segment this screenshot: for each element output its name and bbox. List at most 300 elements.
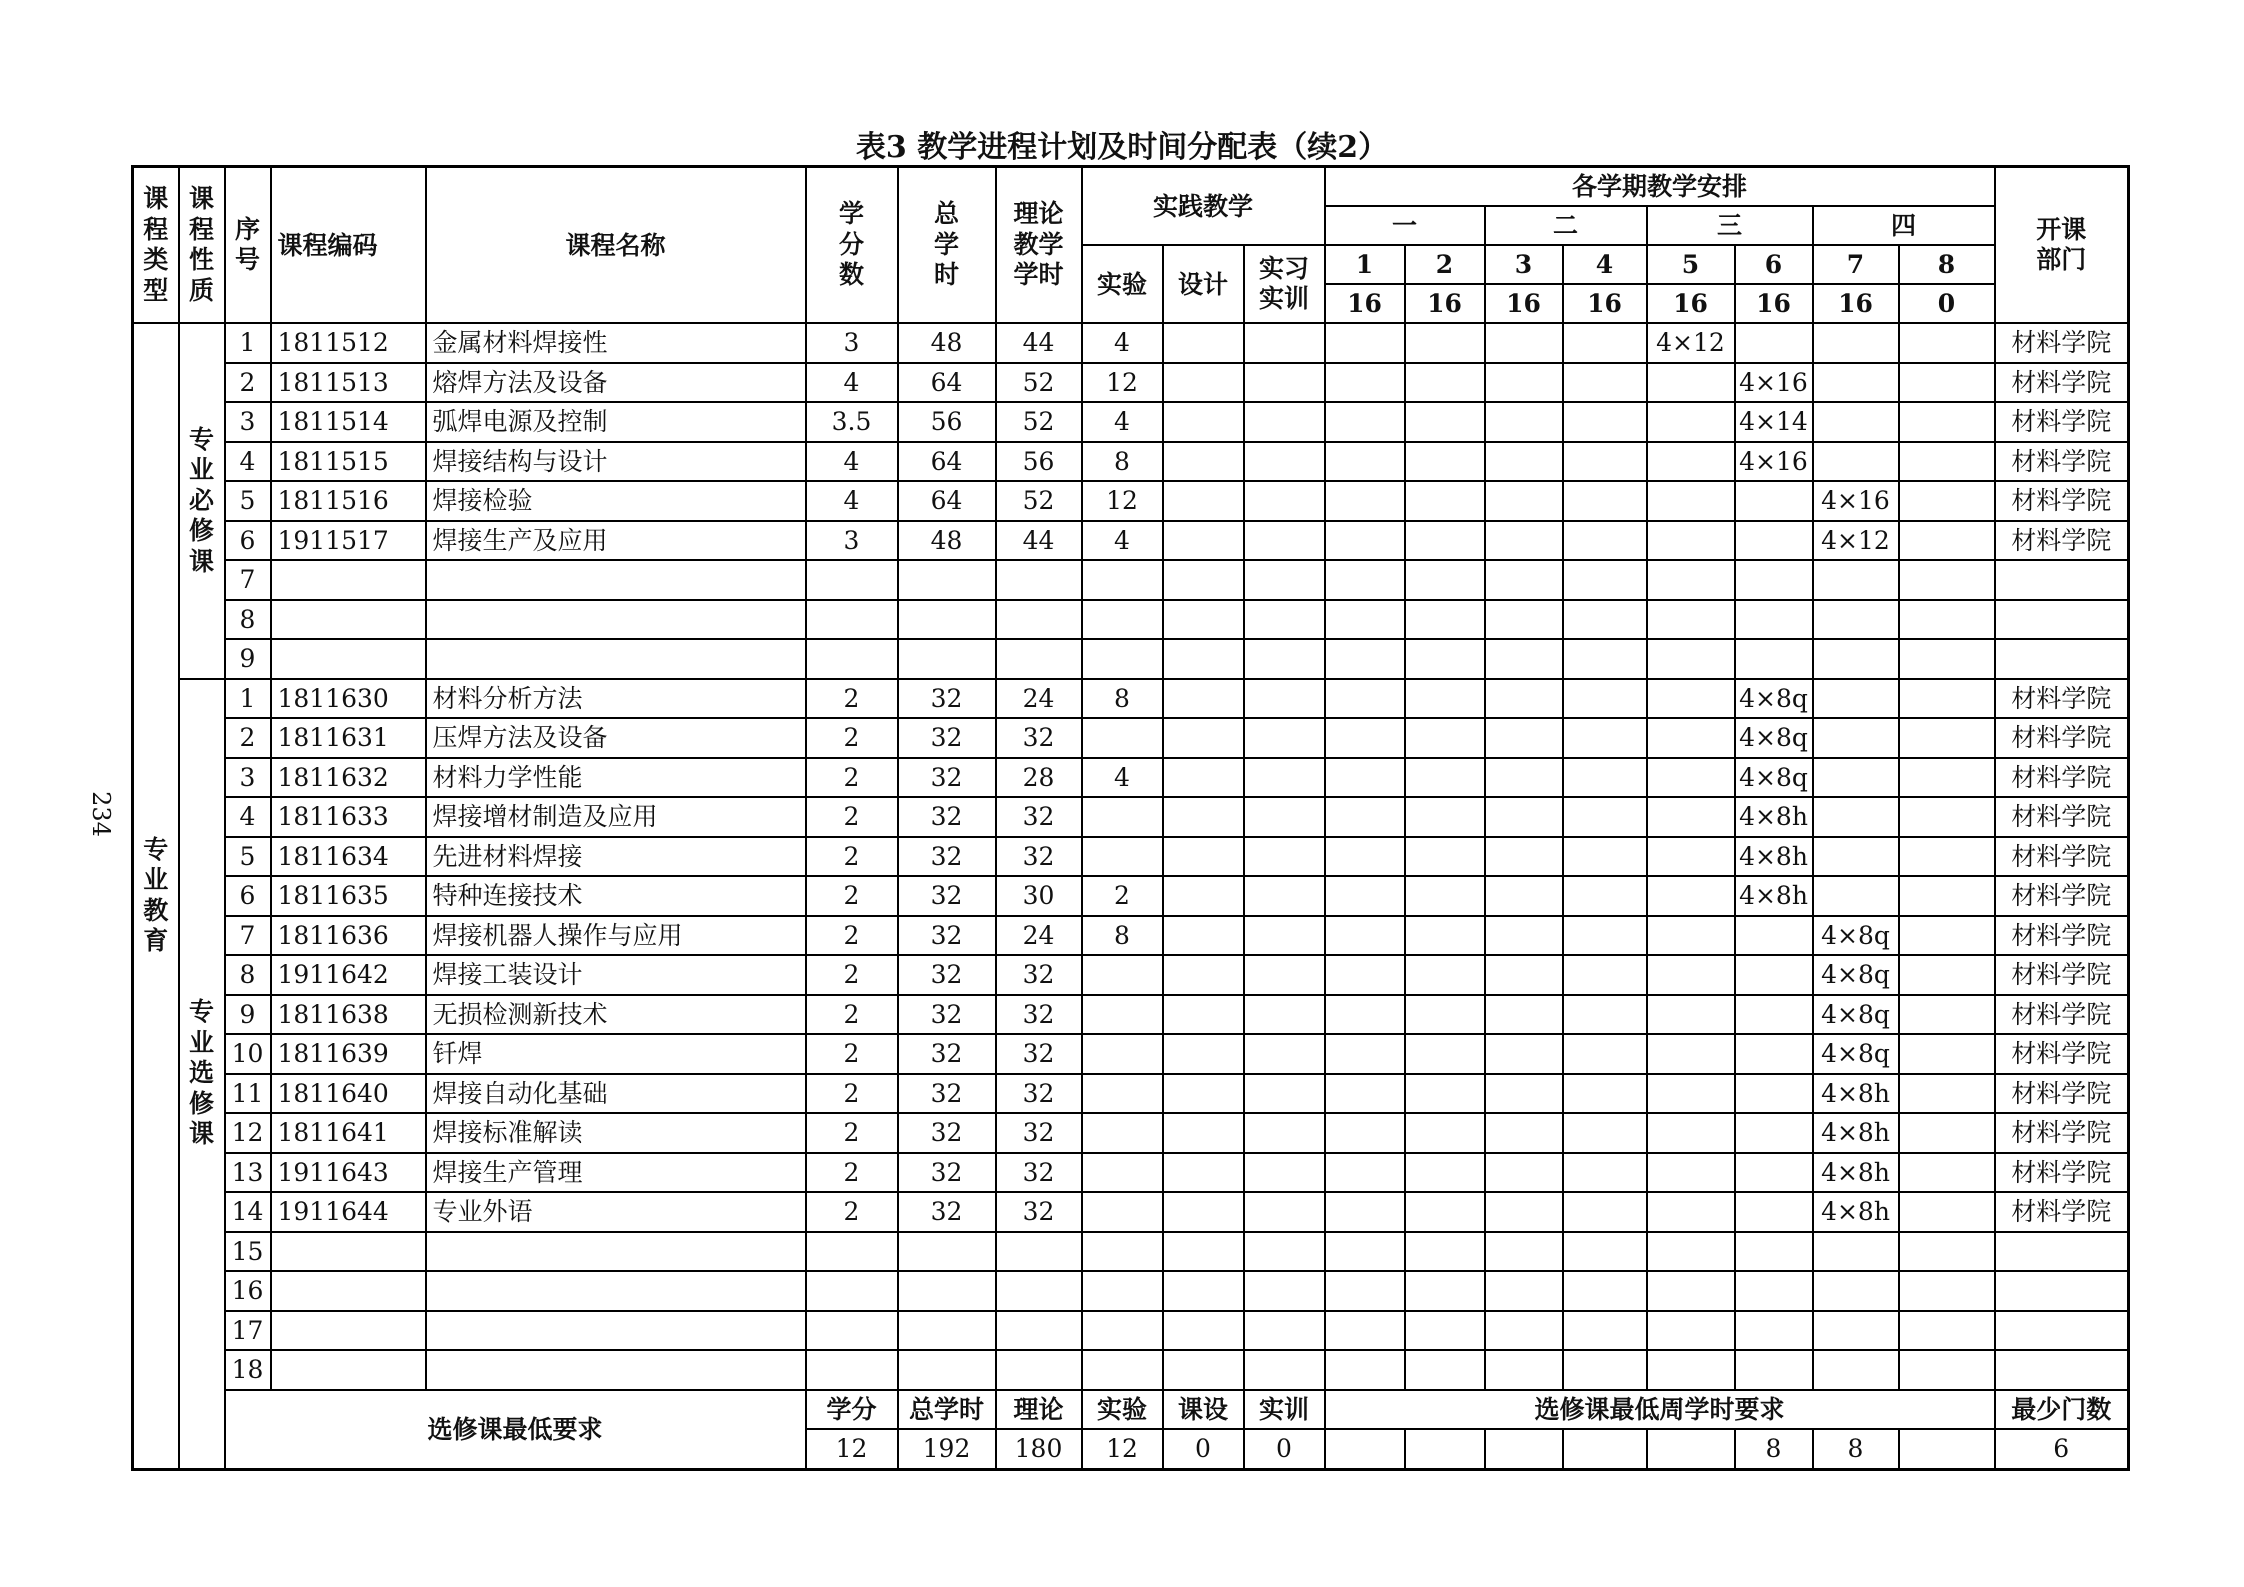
internship-cell <box>1244 1192 1325 1232</box>
code-cell <box>271 1350 426 1390</box>
seq-cell: 7 <box>225 916 271 956</box>
credits-cell: 2 <box>806 837 898 877</box>
code-cell: 1811639 <box>271 1034 426 1074</box>
internship-cell <box>1244 1271 1325 1311</box>
semester-8-cell <box>1899 876 1995 916</box>
semester-6-cell <box>1735 521 1813 561</box>
table-row <box>133 837 2129 877</box>
header-semester-7: 7 <box>1813 245 1899 284</box>
semester-1-cell <box>1325 1034 1405 1074</box>
total-hours-cell: 32 <box>898 1074 996 1114</box>
code-cell: 1811515 <box>271 442 426 482</box>
semester-7-cell <box>1813 402 1899 442</box>
theory-hours-cell: 32 <box>996 1113 1082 1153</box>
semester-2-cell <box>1405 679 1485 719</box>
semester-5-cell <box>1647 1350 1735 1390</box>
header-practice: 实践教学 <box>1082 167 1325 246</box>
seq-cell: 17 <box>225 1311 271 1351</box>
semester-4-cell <box>1563 1311 1647 1351</box>
name-cell: 材料分析方法 <box>426 679 806 719</box>
code-cell: 1811632 <box>271 758 426 798</box>
name-cell: 特种连接技术 <box>426 876 806 916</box>
semester-3-cell <box>1485 758 1563 798</box>
department-cell: 材料学院 <box>1995 876 2129 916</box>
total-hours-cell: 32 <box>898 718 996 758</box>
table-row <box>133 758 2129 798</box>
experiment-cell <box>1082 1311 1163 1351</box>
semester-5-cell <box>1647 1311 1735 1351</box>
table-row <box>133 955 2129 995</box>
internship-cell <box>1244 916 1325 956</box>
design-cell <box>1163 481 1244 521</box>
department-cell <box>1995 1311 2129 1351</box>
department-cell: 材料学院 <box>1995 363 2129 403</box>
semester-8-cell <box>1899 837 1995 877</box>
code-cell <box>271 1271 426 1311</box>
summary-total: 192 <box>898 1429 996 1469</box>
semester-5-cell <box>1647 639 1735 679</box>
internship-cell <box>1244 1153 1325 1193</box>
name-cell: 材料力学性能 <box>426 758 806 798</box>
semester-7-cell <box>1813 323 1899 363</box>
semester-7-cell <box>1813 797 1899 837</box>
theory-hours-cell: 24 <box>996 916 1082 956</box>
code-cell <box>271 600 426 640</box>
seq-cell: 1 <box>225 323 271 363</box>
semester-8-cell <box>1899 363 1995 403</box>
semester-8-cell <box>1899 1350 1995 1390</box>
semester-8-cell <box>1899 1113 1995 1153</box>
department-cell: 材料学院 <box>1995 758 2129 798</box>
semester-4-cell <box>1563 323 1647 363</box>
code-cell: 1811631 <box>271 718 426 758</box>
name-cell: 弧焊电源及控制 <box>426 402 806 442</box>
semester-7-cell <box>1813 600 1899 640</box>
credits-cell: 4 <box>806 481 898 521</box>
semester-4-cell <box>1563 402 1647 442</box>
semester-5-cell <box>1647 1074 1735 1114</box>
total-hours-cell: 48 <box>898 521 996 561</box>
department-cell <box>1995 639 2129 679</box>
seq-cell: 3 <box>225 402 271 442</box>
summary-semester-5 <box>1647 1429 1735 1469</box>
design-cell <box>1163 995 1244 1035</box>
header-credits: 学分数 <box>806 167 898 324</box>
seq-cell: 8 <box>225 600 271 640</box>
department-cell <box>1995 1232 2129 1272</box>
semester-4-cell <box>1563 1232 1647 1272</box>
semester-1-cell <box>1325 1311 1405 1351</box>
semester-7-cell: 4×8h <box>1813 1192 1899 1232</box>
name-cell: 熔焊方法及设备 <box>426 363 806 403</box>
semester-4-cell <box>1563 1074 1647 1114</box>
department-cell <box>1995 600 2129 640</box>
header-semester-8: 8 <box>1899 245 1995 284</box>
semester-1-cell <box>1325 1153 1405 1193</box>
table-row <box>133 481 2129 521</box>
design-cell <box>1163 600 1244 640</box>
credits-cell: 2 <box>806 995 898 1035</box>
name-cell: 焊接生产及应用 <box>426 521 806 561</box>
internship-cell <box>1244 955 1325 995</box>
theory-hours-cell: 32 <box>996 718 1082 758</box>
header-weeks-1: 16 <box>1325 284 1405 323</box>
semester-4-cell <box>1563 797 1647 837</box>
semester-4-cell <box>1563 521 1647 561</box>
credits-cell: 2 <box>806 916 898 956</box>
name-cell <box>426 1271 806 1311</box>
design-cell <box>1163 402 1244 442</box>
semester-8-cell <box>1899 639 1995 679</box>
semester-6-cell: 4×8q <box>1735 718 1813 758</box>
header-total-hours: 总学时 <box>898 167 996 324</box>
internship-cell <box>1244 995 1325 1035</box>
design-cell <box>1163 1192 1244 1232</box>
semester-6-cell <box>1735 916 1813 956</box>
header-year-3: 三 <box>1647 206 1813 245</box>
semester-6-cell: 4×16 <box>1735 363 1813 403</box>
semester-5-cell <box>1647 679 1735 719</box>
code-cell: 1811635 <box>271 876 426 916</box>
total-hours-cell: 32 <box>898 758 996 798</box>
table-row <box>133 363 2129 403</box>
summary-design-label: 课设 <box>1163 1390 1244 1430</box>
credits-cell: 2 <box>806 797 898 837</box>
internship-cell <box>1244 402 1325 442</box>
experiment-cell: 12 <box>1082 363 1163 403</box>
semester-8-cell <box>1899 600 1995 640</box>
semester-1-cell <box>1325 679 1405 719</box>
seq-cell: 4 <box>225 797 271 837</box>
semester-4-cell <box>1563 758 1647 798</box>
semester-1-cell <box>1325 955 1405 995</box>
semester-7-cell <box>1813 363 1899 403</box>
experiment-cell: 8 <box>1082 679 1163 719</box>
design-cell <box>1163 1034 1244 1074</box>
design-cell <box>1163 1350 1244 1390</box>
semester-6-cell: 4×8h <box>1735 837 1813 877</box>
header-weeks-4: 16 <box>1563 284 1647 323</box>
summary-internship: 0 <box>1244 1429 1325 1469</box>
semester-3-cell <box>1485 323 1563 363</box>
total-hours-cell: 32 <box>898 837 996 877</box>
semester-3-cell <box>1485 797 1563 837</box>
semester-2-cell <box>1405 560 1485 600</box>
semester-1-cell <box>1325 718 1405 758</box>
semester-8-cell <box>1899 1311 1995 1351</box>
semester-5-cell <box>1647 758 1735 798</box>
seq-cell: 5 <box>225 837 271 877</box>
header-department: 开课部门 <box>1995 167 2129 324</box>
table-row <box>133 560 2129 600</box>
semester-8-cell <box>1899 955 1995 995</box>
semester-1-cell <box>1325 837 1405 877</box>
semester-6-cell <box>1735 639 1813 679</box>
semester-1-cell <box>1325 1232 1405 1272</box>
theory-hours-cell: 32 <box>996 797 1082 837</box>
semester-1-cell <box>1325 323 1405 363</box>
name-cell: 压焊方法及设备 <box>426 718 806 758</box>
design-cell <box>1163 1232 1244 1272</box>
department-cell: 材料学院 <box>1995 481 2129 521</box>
semester-7-cell <box>1813 679 1899 719</box>
semester-2-cell <box>1405 916 1485 956</box>
semester-3-cell <box>1485 639 1563 679</box>
credits-cell: 2 <box>806 758 898 798</box>
semester-3-cell <box>1485 363 1563 403</box>
semester-6-cell <box>1735 323 1813 363</box>
semester-2-cell <box>1405 363 1485 403</box>
teaching-plan-table <box>131 165 2130 1471</box>
experiment-cell: 4 <box>1082 521 1163 561</box>
semester-7-cell: 4×8q <box>1813 916 1899 956</box>
semester-5-cell <box>1647 837 1735 877</box>
seq-cell: 13 <box>225 1153 271 1193</box>
semester-1-cell <box>1325 1113 1405 1153</box>
total-hours-cell <box>898 560 996 600</box>
semester-6-cell: 4×16 <box>1735 442 1813 482</box>
design-cell <box>1163 876 1244 916</box>
semester-2-cell <box>1405 1232 1485 1272</box>
credits-cell <box>806 600 898 640</box>
semester-2-cell <box>1405 995 1485 1035</box>
semester-1-cell <box>1325 600 1405 640</box>
department-cell <box>1995 560 2129 600</box>
header-theory-hours: 理论教学学时 <box>996 167 1082 324</box>
name-cell: 专业外语 <box>426 1192 806 1232</box>
design-cell <box>1163 442 1244 482</box>
credits-cell: 2 <box>806 876 898 916</box>
header-semester-3: 3 <box>1485 245 1563 284</box>
table-row <box>133 1074 2129 1114</box>
semester-3-cell <box>1485 1113 1563 1153</box>
semester-2-cell <box>1405 1350 1485 1390</box>
semester-7-cell: 4×8h <box>1813 1153 1899 1193</box>
semester-3-cell <box>1485 679 1563 719</box>
semester-7-cell <box>1813 560 1899 600</box>
experiment-cell <box>1082 1034 1163 1074</box>
semester-7-cell <box>1813 837 1899 877</box>
semester-1-cell <box>1325 1350 1405 1390</box>
summary-internship-label: 实训 <box>1244 1390 1325 1430</box>
internship-cell <box>1244 1113 1325 1153</box>
table-row <box>133 1232 2129 1272</box>
semester-5-cell <box>1647 916 1735 956</box>
table-row <box>133 402 2129 442</box>
department-cell: 材料学院 <box>1995 837 2129 877</box>
semester-3-cell <box>1485 916 1563 956</box>
semester-8-cell <box>1899 995 1995 1035</box>
semester-5-cell <box>1647 600 1735 640</box>
theory-hours-cell <box>996 1271 1082 1311</box>
semester-5-cell <box>1647 1034 1735 1074</box>
seq-cell: 11 <box>225 1074 271 1114</box>
semester-3-cell <box>1485 837 1563 877</box>
theory-hours-cell <box>996 560 1082 600</box>
semester-5-cell <box>1647 442 1735 482</box>
semester-1-cell <box>1325 442 1405 482</box>
name-cell: 焊接工装设计 <box>426 955 806 995</box>
department-cell <box>1995 1271 2129 1311</box>
theory-hours-cell: 28 <box>996 758 1082 798</box>
credits-cell: 2 <box>806 1074 898 1114</box>
semester-1-cell <box>1325 402 1405 442</box>
semester-6-cell <box>1735 1113 1813 1153</box>
semester-2-cell <box>1405 797 1485 837</box>
semester-2-cell <box>1405 442 1485 482</box>
theory-hours-cell <box>996 1311 1082 1351</box>
experiment-cell <box>1082 1350 1163 1390</box>
semester-3-cell <box>1485 600 1563 640</box>
semester-8-cell <box>1899 797 1995 837</box>
code-cell: 1811633 <box>271 797 426 837</box>
semester-6-cell <box>1735 955 1813 995</box>
semester-8-cell <box>1899 679 1995 719</box>
seq-cell: 18 <box>225 1350 271 1390</box>
summary-min-courses-label: 最少门数 <box>1995 1390 2129 1430</box>
header-semester-2: 2 <box>1405 245 1485 284</box>
total-hours-cell: 32 <box>898 1113 996 1153</box>
experiment-cell <box>1082 1074 1163 1114</box>
code-cell: 1811636 <box>271 916 426 956</box>
semester-7-cell <box>1813 442 1899 482</box>
semester-4-cell <box>1563 442 1647 482</box>
course-nature-cell: 专业选修课 <box>179 679 225 1470</box>
theory-hours-cell: 32 <box>996 1034 1082 1074</box>
semester-1-cell <box>1325 876 1405 916</box>
experiment-cell <box>1082 560 1163 600</box>
semester-6-cell <box>1735 1074 1813 1114</box>
semester-3-cell <box>1485 1311 1563 1351</box>
department-cell: 材料学院 <box>1995 679 2129 719</box>
internship-cell <box>1244 837 1325 877</box>
internship-cell <box>1244 1074 1325 1114</box>
total-hours-cell: 32 <box>898 955 996 995</box>
theory-hours-cell: 56 <box>996 442 1082 482</box>
credits-cell <box>806 1350 898 1390</box>
experiment-cell <box>1082 1192 1163 1232</box>
summary-semester-3 <box>1485 1429 1563 1469</box>
summary-min-courses: 6 <box>1995 1429 2129 1469</box>
header-year-4: 四 <box>1813 206 1995 245</box>
semester-2-cell <box>1405 1074 1485 1114</box>
department-cell: 材料学院 <box>1995 797 2129 837</box>
internship-cell <box>1244 1311 1325 1351</box>
semester-3-cell <box>1485 1034 1563 1074</box>
code-cell: 1811514 <box>271 402 426 442</box>
summary-theory: 180 <box>996 1429 1082 1469</box>
semester-1-cell <box>1325 1074 1405 1114</box>
internship-cell <box>1244 560 1325 600</box>
theory-hours-cell: 52 <box>996 481 1082 521</box>
code-cell: 1811640 <box>271 1074 426 1114</box>
design-cell <box>1163 916 1244 956</box>
seq-cell: 2 <box>225 363 271 403</box>
code-cell <box>271 560 426 600</box>
semester-8-cell <box>1899 1232 1995 1272</box>
credits-cell: 2 <box>806 1034 898 1074</box>
theory-hours-cell <box>996 1350 1082 1390</box>
credits-cell: 2 <box>806 718 898 758</box>
semester-4-cell <box>1563 481 1647 521</box>
semester-8-cell <box>1899 758 1995 798</box>
semester-3-cell <box>1485 1074 1563 1114</box>
semester-4-cell <box>1563 837 1647 877</box>
name-cell: 金属材料焊接性 <box>426 323 806 363</box>
internship-cell <box>1244 323 1325 363</box>
semester-5-cell <box>1647 995 1735 1035</box>
design-cell <box>1163 363 1244 403</box>
internship-cell <box>1244 876 1325 916</box>
name-cell <box>426 1350 806 1390</box>
total-hours-cell: 32 <box>898 995 996 1035</box>
summary-credits-label: 学分 <box>806 1390 898 1430</box>
credits-cell: 3.5 <box>806 402 898 442</box>
semester-6-cell <box>1735 1192 1813 1232</box>
theory-hours-cell: 32 <box>996 1192 1082 1232</box>
semester-7-cell <box>1813 1232 1899 1272</box>
semester-2-cell <box>1405 1271 1485 1311</box>
seq-cell: 6 <box>225 876 271 916</box>
semester-6-cell <box>1735 600 1813 640</box>
semester-7-cell: 4×8h <box>1813 1074 1899 1114</box>
semester-2-cell <box>1405 1192 1485 1232</box>
department-cell: 材料学院 <box>1995 1192 2129 1232</box>
semester-8-cell <box>1899 323 1995 363</box>
theory-hours-cell: 32 <box>996 995 1082 1035</box>
credits-cell: 4 <box>806 442 898 482</box>
name-cell: 焊接生产管理 <box>426 1153 806 1193</box>
semester-5-cell <box>1647 481 1735 521</box>
semester-4-cell <box>1563 363 1647 403</box>
code-cell: 1911643 <box>271 1153 426 1193</box>
semester-2-cell <box>1405 1153 1485 1193</box>
semester-5-cell: 4×12 <box>1647 323 1735 363</box>
total-hours-cell: 32 <box>898 1192 996 1232</box>
internship-cell <box>1244 363 1325 403</box>
experiment-cell: 4 <box>1082 758 1163 798</box>
semester-1-cell <box>1325 560 1405 600</box>
design-cell <box>1163 758 1244 798</box>
semester-2-cell <box>1405 481 1485 521</box>
semester-2-cell <box>1405 600 1485 640</box>
department-cell: 材料学院 <box>1995 718 2129 758</box>
semester-4-cell <box>1563 916 1647 956</box>
semester-6-cell <box>1735 1311 1813 1351</box>
semester-2-cell <box>1405 876 1485 916</box>
name-cell: 钎焊 <box>426 1034 806 1074</box>
semester-2-cell <box>1405 1034 1485 1074</box>
table-row <box>133 797 2129 837</box>
semester-7-cell: 4×12 <box>1813 521 1899 561</box>
department-cell: 材料学院 <box>1995 1074 2129 1114</box>
semester-4-cell <box>1563 1113 1647 1153</box>
header-name: 课程名称 <box>426 167 806 324</box>
department-cell: 材料学院 <box>1995 323 2129 363</box>
semester-7-cell <box>1813 758 1899 798</box>
credits-cell: 3 <box>806 521 898 561</box>
semester-4-cell <box>1563 1192 1647 1232</box>
semester-4-cell <box>1563 1034 1647 1074</box>
semester-5-cell <box>1647 1113 1735 1153</box>
seq-cell: 9 <box>225 639 271 679</box>
semester-3-cell <box>1485 1192 1563 1232</box>
semester-7-cell: 4×16 <box>1813 481 1899 521</box>
table-row <box>133 916 2129 956</box>
semester-8-cell <box>1899 442 1995 482</box>
page-number: 234 <box>86 791 115 837</box>
design-cell <box>1163 837 1244 877</box>
